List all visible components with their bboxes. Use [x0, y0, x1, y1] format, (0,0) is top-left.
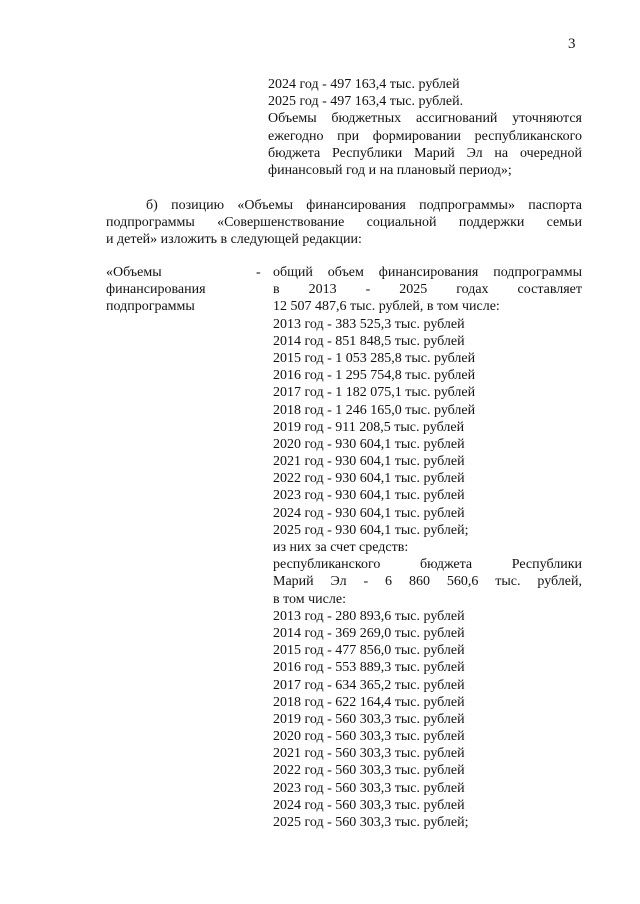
republic-year-line: 2021 год - 560 303,3 тыс. рублей [273, 746, 465, 762]
republic-year-line: 2015 год - 477 856,0 тыс. рублей [273, 643, 465, 659]
total-year-line: 2023 год - 930 604,1 тыс. рублей [273, 488, 465, 504]
source-line: республиканского бюджета Республики [273, 557, 582, 573]
note-line: бюджета Республики Марий Эл на очередной [268, 145, 582, 161]
source-line: в том числе: [273, 591, 346, 607]
source-line: Марий Эл - 6 860 560,6 тыс. рублей, [273, 574, 582, 590]
republic-year-line: 2020 год - 560 303,3 тыс. рублей [273, 729, 465, 745]
total-year-line: 2025 год - 930 604,1 тыс. рублей; [273, 522, 469, 538]
paragraph-line: подпрограммы «Совершенствование социальной поддержки семьи [106, 215, 582, 231]
intro-line: в 2013 - 2025 годах составляет [273, 282, 582, 298]
year-line: 2025 год - 497 163,4 тыс. рублей. [268, 94, 464, 110]
source-line: из них за счет средств: [273, 540, 409, 555]
total-year-line: 2021 год - 930 604,1 тыс. рублей [273, 454, 465, 470]
republic-year-line: 2017 год - 634 365,2 тыс. рублей [273, 677, 465, 693]
note-line: Объемы бюджетных ассигнований уточняются [268, 111, 582, 127]
republic-year-line: 2024 год - 560 303,3 тыс. рублей [273, 797, 465, 813]
previous-item-continuation [268, 76, 582, 179]
label-line: «Объемы [106, 265, 162, 280]
year-line: 2024 год - 497 163,4 тыс. рублей [268, 77, 460, 92]
total-year-line: 2014 год - 851 848,5 тыс. рублей [273, 333, 465, 349]
intro-line: общий объем финансирования подпрограммы [273, 265, 582, 280]
republic-year-line: 2013 год - 280 893,6 тыс. рублей [273, 608, 465, 624]
republic-year-line: 2014 год - 369 269,0 тыс. рублей [273, 625, 465, 641]
republic-year-line: 2022 год - 560 303,3 тыс. рублей [273, 763, 465, 779]
total-year-line: 2017 год - 1 182 075,1 тыс. рублей [273, 385, 476, 401]
total-year-line: 2022 год - 930 604,1 тыс. рублей [273, 471, 465, 487]
paragraph-b [106, 197, 582, 249]
label-dash: - [256, 265, 261, 280]
total-year-line: 2015 год - 1 053 285,8 тыс. рублей [273, 350, 476, 366]
total-year-line: 2024 год - 930 604,1 тыс. рублей [273, 505, 465, 521]
label-line: подпрограммы [106, 299, 195, 315]
note-line: финансовый год и на плановый период»; [268, 162, 512, 178]
republic-year-line: 2023 год - 560 303,3 тыс. рублей [273, 780, 465, 796]
label-line: финансирования [106, 282, 206, 298]
passport-value [273, 264, 582, 831]
republic-year-line: 2025 год - 560 303,3 тыс. рублей; [273, 815, 469, 830]
total-year-line: 2016 год - 1 295 754,8 тыс. рублей [273, 368, 476, 384]
total-year-line: 2018 год - 1 246 165,0 тыс. рублей [273, 402, 476, 418]
note-line: ежегодно при формировании республиканского [268, 128, 582, 144]
republic-year-line: 2018 год - 622 164,4 тыс. рублей [273, 694, 465, 710]
paragraph-line: б) позицию «Объемы финансирования подпрограммы» паспорта [146, 198, 582, 213]
passport-label [106, 264, 266, 316]
total-year-line: 2013 год - 383 525,3 тыс. рублей [273, 316, 465, 332]
paragraph-line: и детей» изложить в следующей редакции: [106, 232, 362, 248]
republic-year-line: 2016 год - 553 889,3 тыс. рублей [273, 660, 465, 676]
page-number: 3 [568, 36, 576, 52]
intro-line: 12 507 487,6 тыс. рублей, в том числе: [273, 299, 500, 315]
total-year-line: 2019 год - 911 208,5 тыс. рублей [273, 419, 465, 435]
republic-year-line: 2019 год - 560 303,3 тыс. рублей [273, 711, 465, 727]
total-year-line: 2020 год - 930 604,1 тыс. рублей [273, 436, 465, 452]
